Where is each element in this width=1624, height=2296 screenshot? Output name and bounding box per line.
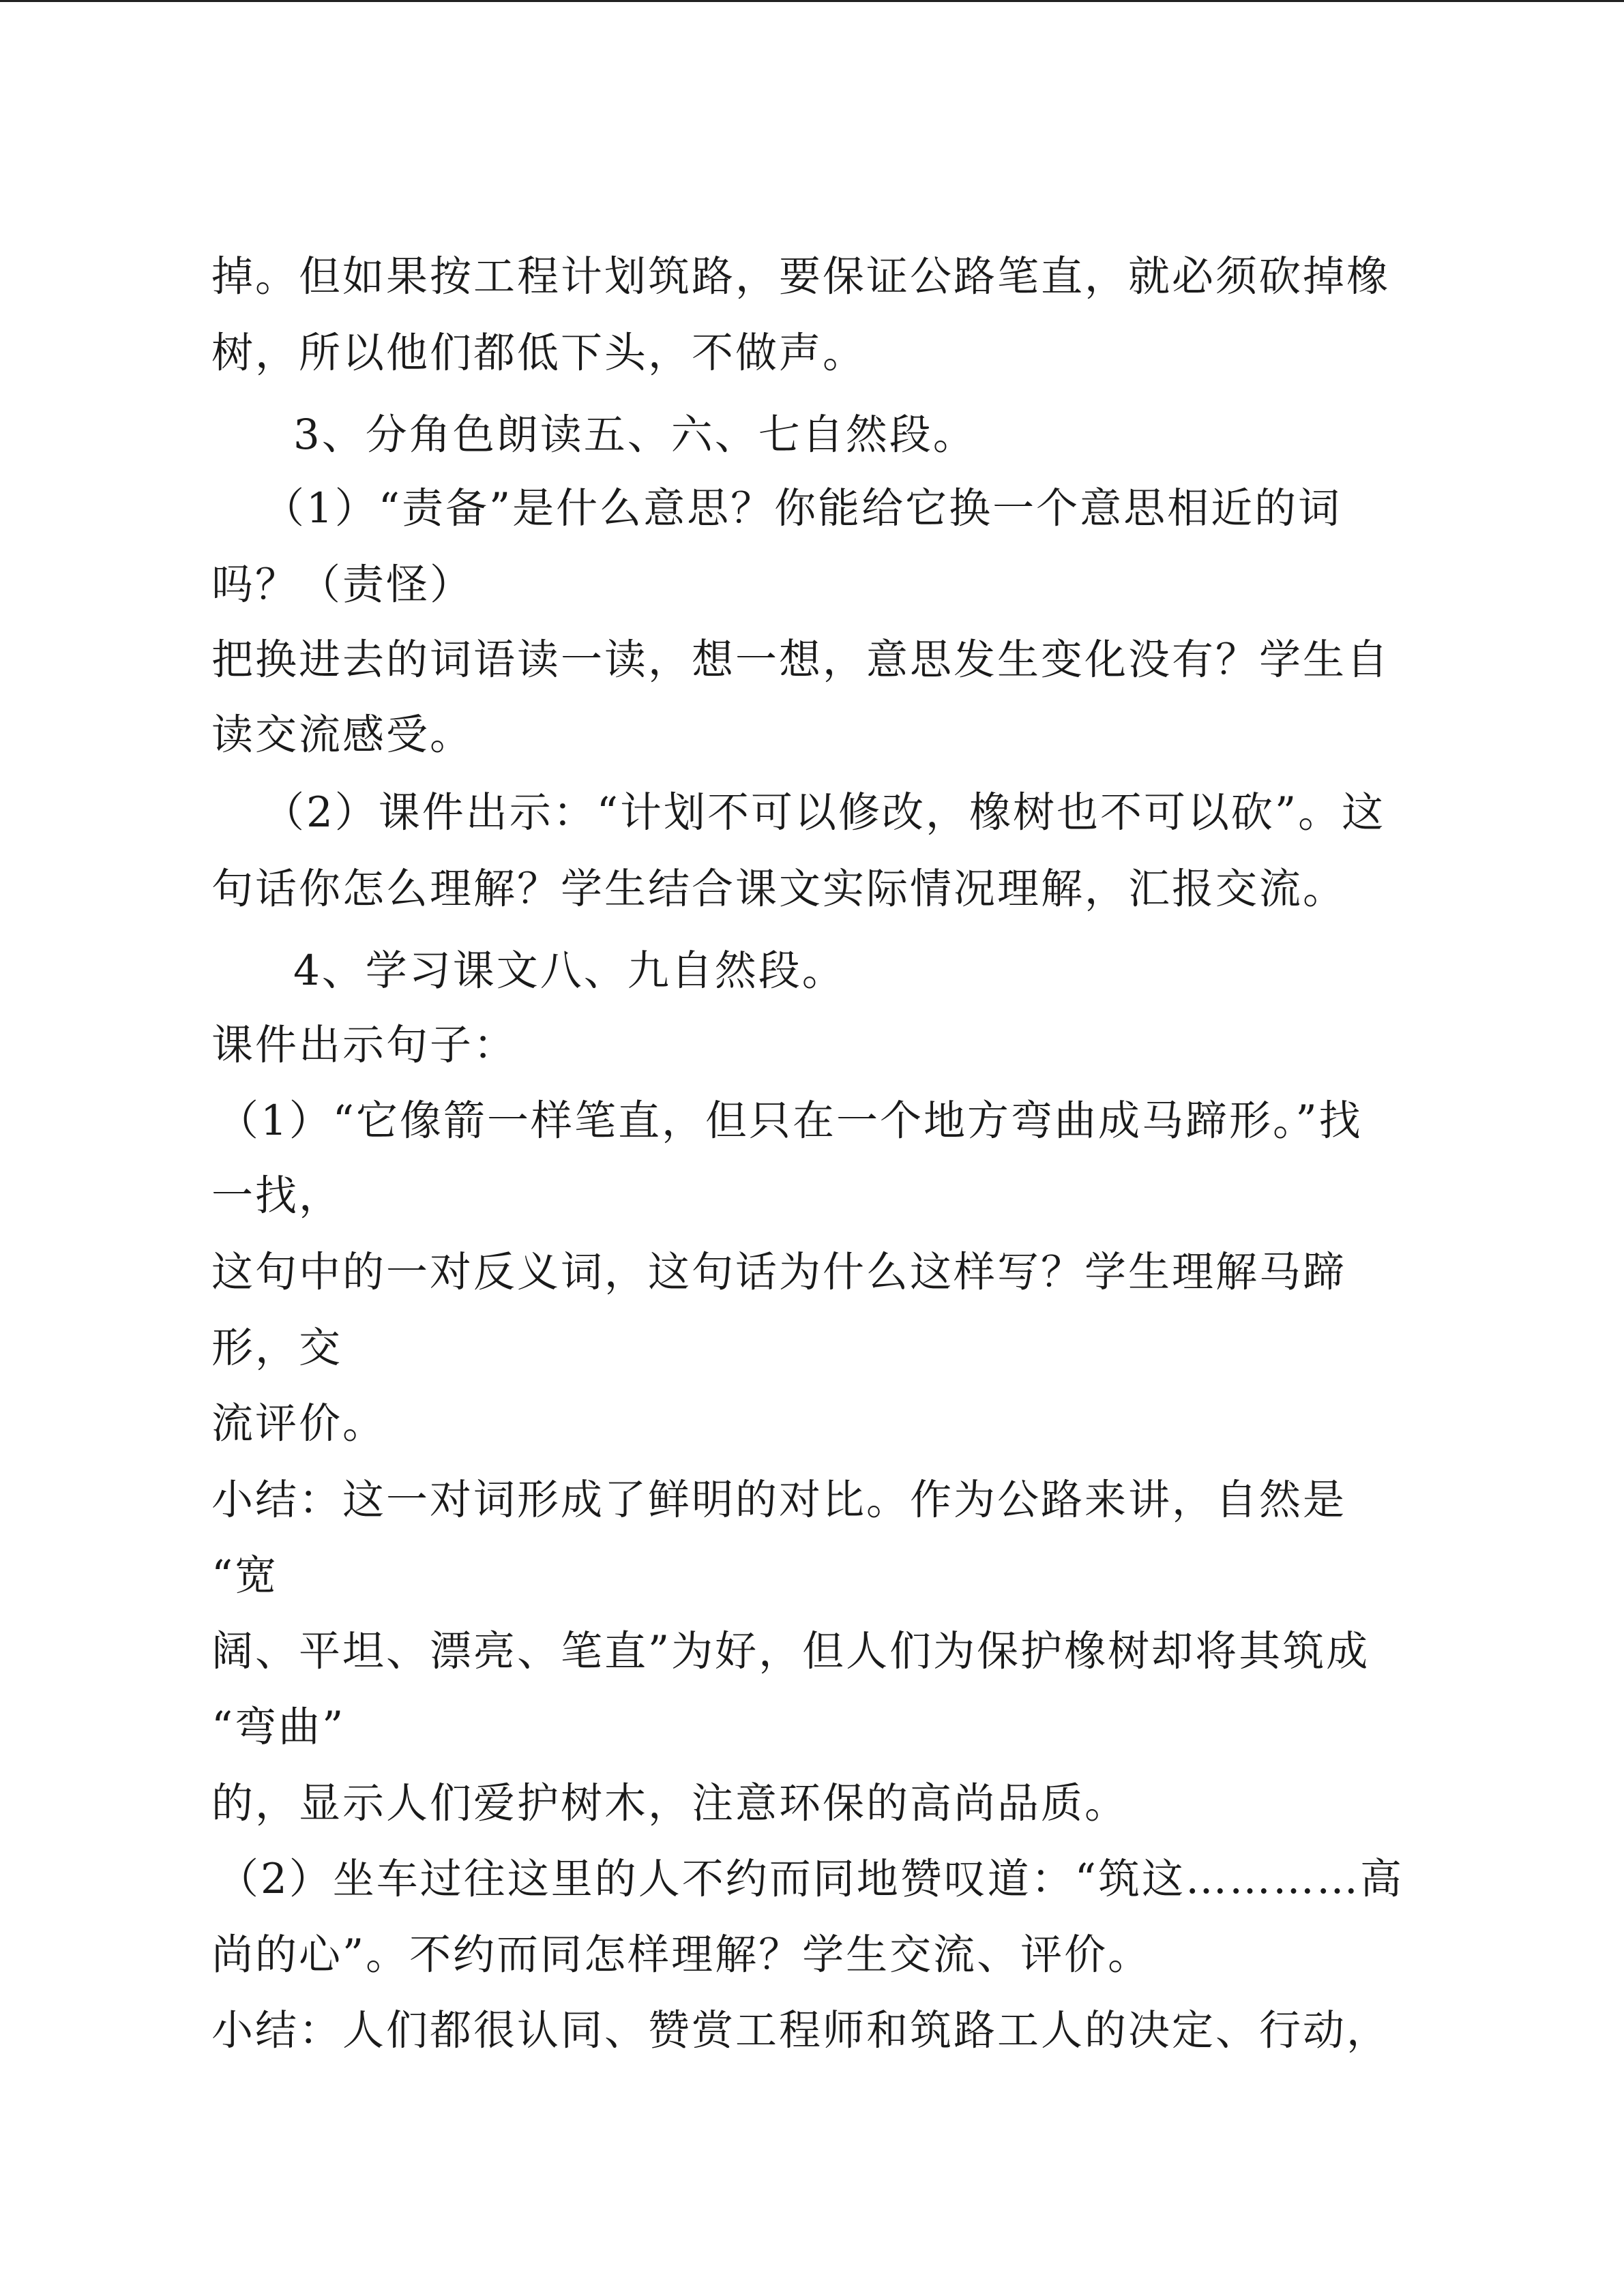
text-line: 4、学习课文八、九自然段。: [293, 946, 846, 995]
text-line: 小结：这一对词形成了鲜明的对比。作为公路来讲，自然是: [211, 1476, 1347, 1524]
text-line: 尚的心”。不约而同怎样理解？学生交流、评价。: [211, 1930, 1152, 1979]
text-line: 一找，: [211, 1172, 343, 1220]
text-line: 掉。但如果按工程计划筑路，要保证公路笔直，就必须砍掉橡: [211, 252, 1391, 301]
text-line: 读交流感受。: [211, 711, 474, 759]
text-line: 吗？（责怪）: [211, 561, 474, 609]
text-line: （1）“它像箭一样笔直，但只在一个地方弯曲成马蹄形。”找: [217, 1097, 1363, 1145]
text-line: 句话你怎么理解？学生结合课文实际情况理解，汇报交流。: [211, 865, 1347, 913]
text-line: 小结：人们都很认同、赞赏工程师和筑路工人的决定、行动，: [211, 2006, 1391, 2055]
text-line: 的，显示人们爱护树木，注意环保的高尚品质。: [211, 1779, 1129, 1828]
text-line: 形，交: [211, 1324, 343, 1372]
text-line: “弯曲”: [211, 1703, 346, 1751]
text-line: “宽: [211, 1551, 279, 1600]
text-line: 课件出示句子：: [211, 1021, 518, 1069]
text-line: 这句中的一对反义词，这句话为什么这样写？学生理解马蹄: [211, 1248, 1347, 1296]
text-line: （1）“责备”是什么意思？你能给它换一个意思相近的词: [263, 484, 1342, 533]
text-line: （2）课件出示：“计划不可以修改，橡树也不可以砍”。这: [263, 788, 1386, 837]
text-line: 流评价。: [211, 1399, 387, 1448]
text-line: 阔、平坦、漂亮、笔直”为好，但人们为保护橡树却将其筑成: [211, 1627, 1370, 1675]
text-line: 把换进去的词语读一读，想一想，意思发生变化没有？学生自: [211, 636, 1391, 684]
text-line: 树，所以他们都低下头，不做声。: [211, 329, 867, 377]
text-line: （2）坐车过往这里的人不约而同地赞叹道：“筑这…………高: [217, 1855, 1404, 1903]
text-line: 3、分角色朗读五、六、七自然段。: [293, 411, 977, 459]
